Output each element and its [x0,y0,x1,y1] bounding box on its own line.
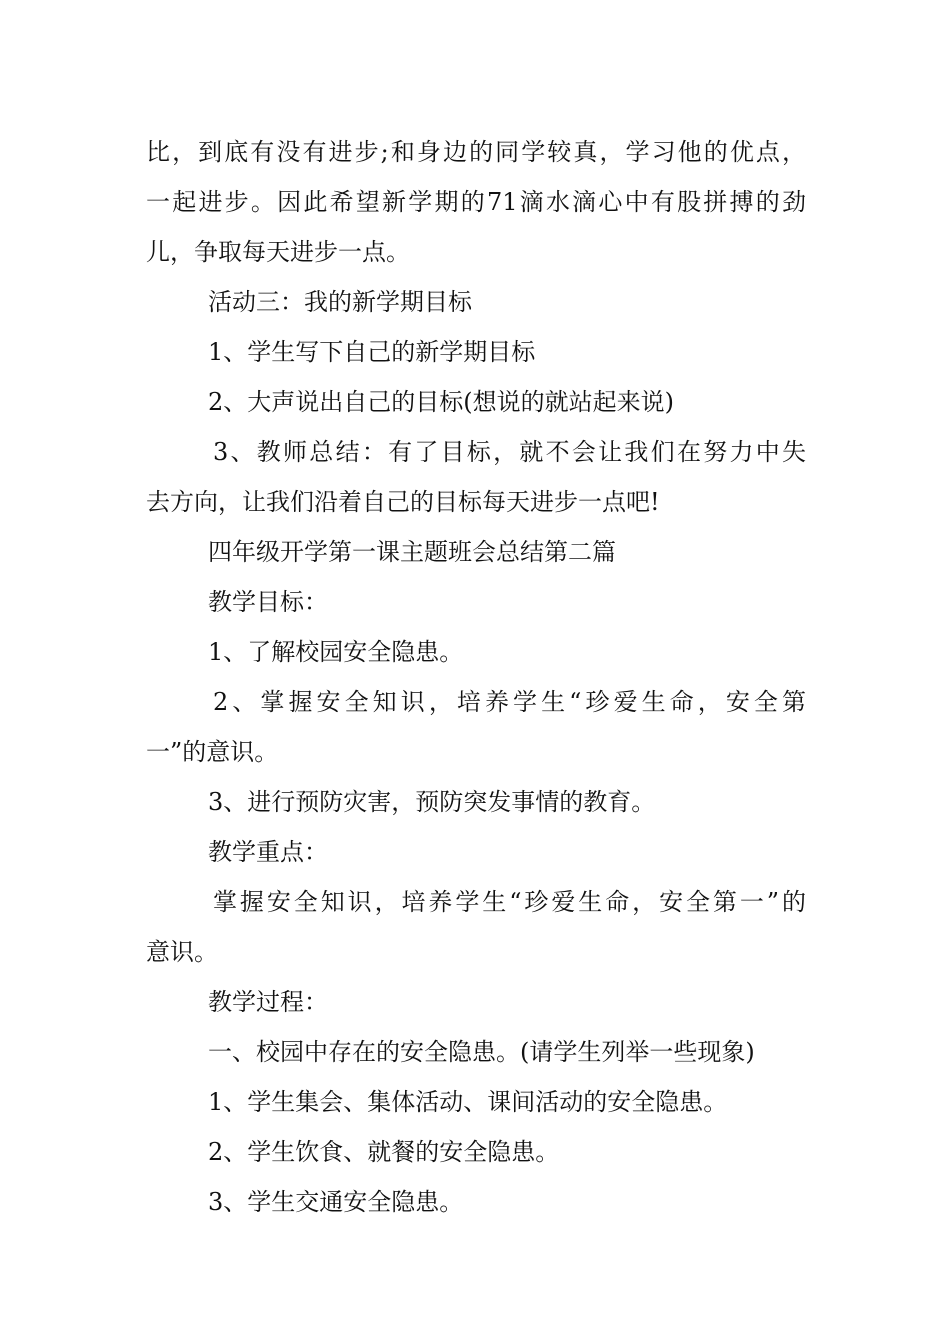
list-item-1: 1、学生写下自己的新学期目标 [208,338,536,366]
paragraph-line-1: 比，到底有没有进步;和身边的同学较真，学习他的优点， [146,138,806,166]
process-item-2: 2、学生饮食、就餐的安全隐患。 [208,1138,560,1166]
paragraph-line-2: 一起进步。因此希望新学期的71滴水滴心中有股拼搏的劲 [146,188,806,216]
teaching-goals-heading: 教学目标： [208,588,328,616]
list-item-2: 2、大声说出自己的目标(想说的就站起来说) [208,388,674,416]
list-item-3-line-2: 去方向，让我们沿着自己的目标每天进步一点吧! [146,488,660,516]
teaching-focus-heading: 教学重点： [208,838,328,866]
goal-item-2-line-2: 一”的意识。 [146,738,279,766]
process-item-3: 3、学生交通安全隐患。 [208,1188,464,1216]
section-title: 四年级开学第一课主题班会总结第二篇 [208,538,616,566]
goal-item-2-line-1: 2、掌握安全知识，培养学生“珍爱生命，安全第 [213,688,806,716]
teaching-process-heading: 教学过程： [208,988,328,1016]
goal-item-3: 3、进行预防灾害，预防突发事情的教育。 [208,788,656,816]
paragraph-line-3: 儿，争取每天进步一点。 [146,238,410,266]
focus-line-2: 意识。 [146,938,218,966]
process-section-1: 一、校园中存在的安全隐患。(请学生列举一些现象) [208,1038,755,1066]
activity-heading: 活动三：我的新学期目标 [208,288,472,316]
goal-item-1: 1、了解校园安全隐患。 [208,638,464,666]
focus-line-1: 掌握安全知识，培养学生“珍爱生命，安全第一”的 [213,888,806,916]
list-item-3-line-1: 3、教师总结：有了目标，就不会让我们在努力中失 [213,438,806,466]
process-item-1: 1、学生集会、集体活动、课间活动的安全隐患。 [208,1088,728,1116]
